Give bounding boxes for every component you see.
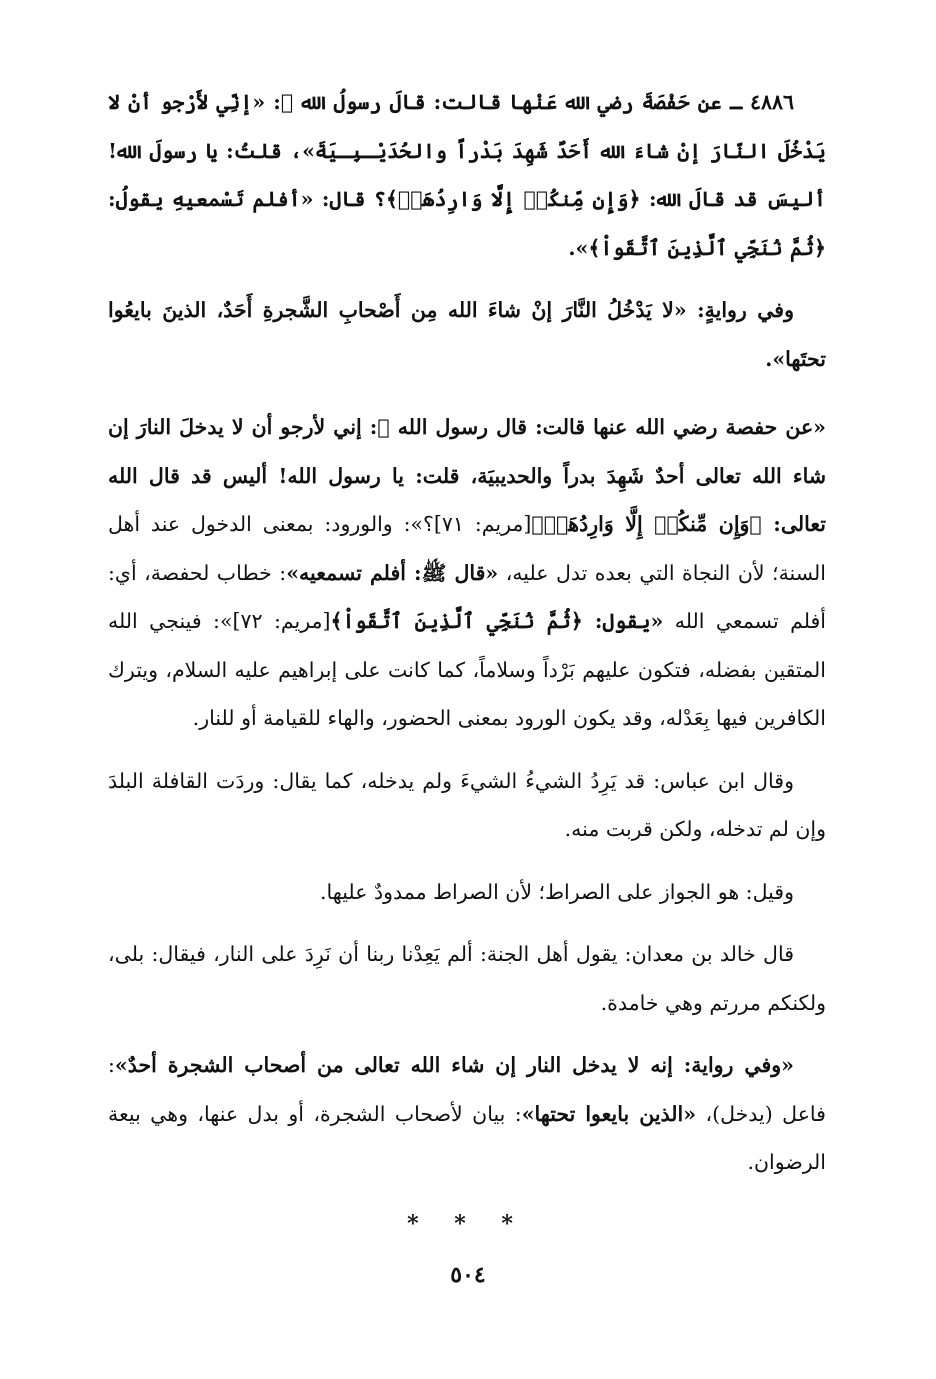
hadith-intro: ٤٨٨٦ ـ عن حَفْصَةَ رضي الله عَنْها قالت: قالَ رسولُ الله ﷺ: [273,90,795,114]
commentary-text: : فينجي الله المتقين بفضله، فتكون عليهم بَرْداً وسلاماً، كما كانت على إبراهيم عليه السلام، ويترك الكافرين فيها بِعَدْله، وقد يكون الورود بمعنى الحضور، والهاء للقيامة أو للنار. [108,609,826,730]
section-separator: * * * [407,1210,527,1237]
hadith-reply-lead: ؟ قال: [321,187,386,211]
commentary-text: : بيان لأصحاب الشجرة، أو بدل عنها، وهي بيعة الرضوان. [108,1101,826,1174]
commentary-text: : والورود: بمعنى الدخول عند أهل السنة؛ لأن النجاة التي بعده تدل عليه، [108,512,826,585]
commentary-text: وقيل: هو الجواز على الصراط؛ لأن الصراط ممدودٌ عليها. [320,879,794,904]
verse-reference: [مريم: ٧٢]» [219,609,331,633]
commentary-text: : خطاب لحفصة، أي: أفلم تسمعي الله [108,560,826,633]
commentary-quote: «وفي رواية: إنه لا يدخل النار إن شاء الله تعالى من أصحاب الشجرة أحدٌ» [114,1053,794,1077]
hadith-ask: قلتُ: يا رسولَ الله! أليسَ قد قالَ الله: [108,138,826,211]
commentary-quote: «الذين بايعوا تحتها» [521,1101,697,1126]
verse-reference: [مريم: ٧١]؟» [410,512,532,536]
commentary-paragraph-1 [108,403,826,743]
commentary-text: وقال ابن عباس: قد يَرِدُ الشيءُ الشيءَ ولم يدخله، كما يقال: وردَت القافلة البلدَ وإن لم تدخله، ولكن قربت منه. [108,768,826,841]
hadith-quote: «إنِّي لأَرْجو أنْ لا يَدْخُلَ النّارَ إنْ شاءَ الله أَحَدٌ شَهِدَ بَدْراً والحُدَيْـبِـيَةَ»، [108,90,827,163]
narration-lead: وفي روايةٍ: [697,298,794,322]
commentary-paragraph-3 [108,868,826,917]
commentary-paragraph-2 [108,757,826,854]
commentary-quote: «قال ﷺ: أفلم تسمعيه» [286,560,499,585]
commentary-quote: «عن حفصة رضي الله عنها قالت: قال رسول الله ﷺ: إني لأرجو أن لا يدخلَ النارَ إن شاء الله تعالى أحدٌ شَهِدَ بدراً والحديبيَة، قلت: يا رسول الله! أليس قد قال الله تعالى: ﴿وَإِن مِّنكُمۡ إِلَّا وَارِدُهَاۚ﴾ [108,415,827,536]
commentary-paragraph-4 [108,930,826,1027]
hadith-reply: «أفلم تَسْمعيهِ يقولُ: ﴿ثُمَّ نُنَجِّي ٱلَّذِينَ ٱتَّقَواْ﴾». [108,187,826,260]
commentary-text: قال خالد بن معدان: يقول أهل الجنة: ألم يَعِدْنا ربنا أن نَرِدَ على النار، فيقال: بلى، ولكنكم مررتم وهي خامدة. [108,942,826,1015]
narration-text: «لا يَدْخُلُ النَّارَ إنْ شاءَ الله مِن أَصْحابِ الشَّجرةِ أَحَدٌ، الذينَ بايعُوا تحتَها». [108,298,826,371]
commentary-quote: «يقول: ﴿ثُمَّ نُنَجِّي ٱلَّذِينَ ٱتَّقَواْ﴾ [330,609,664,633]
hadith-paragraph [108,78,826,272]
quran-verse: ﴿وَإِن مِّنكُمۡ إِلَّا وَارِدُهَاۚ﴾ [385,187,641,211]
commentary-text: : فاعل (يدخل)، [108,1053,826,1126]
narration-paragraph [108,286,826,383]
commentary-paragraph-5 [108,1041,826,1187]
page-number: ٥٠٤ [450,1262,486,1288]
